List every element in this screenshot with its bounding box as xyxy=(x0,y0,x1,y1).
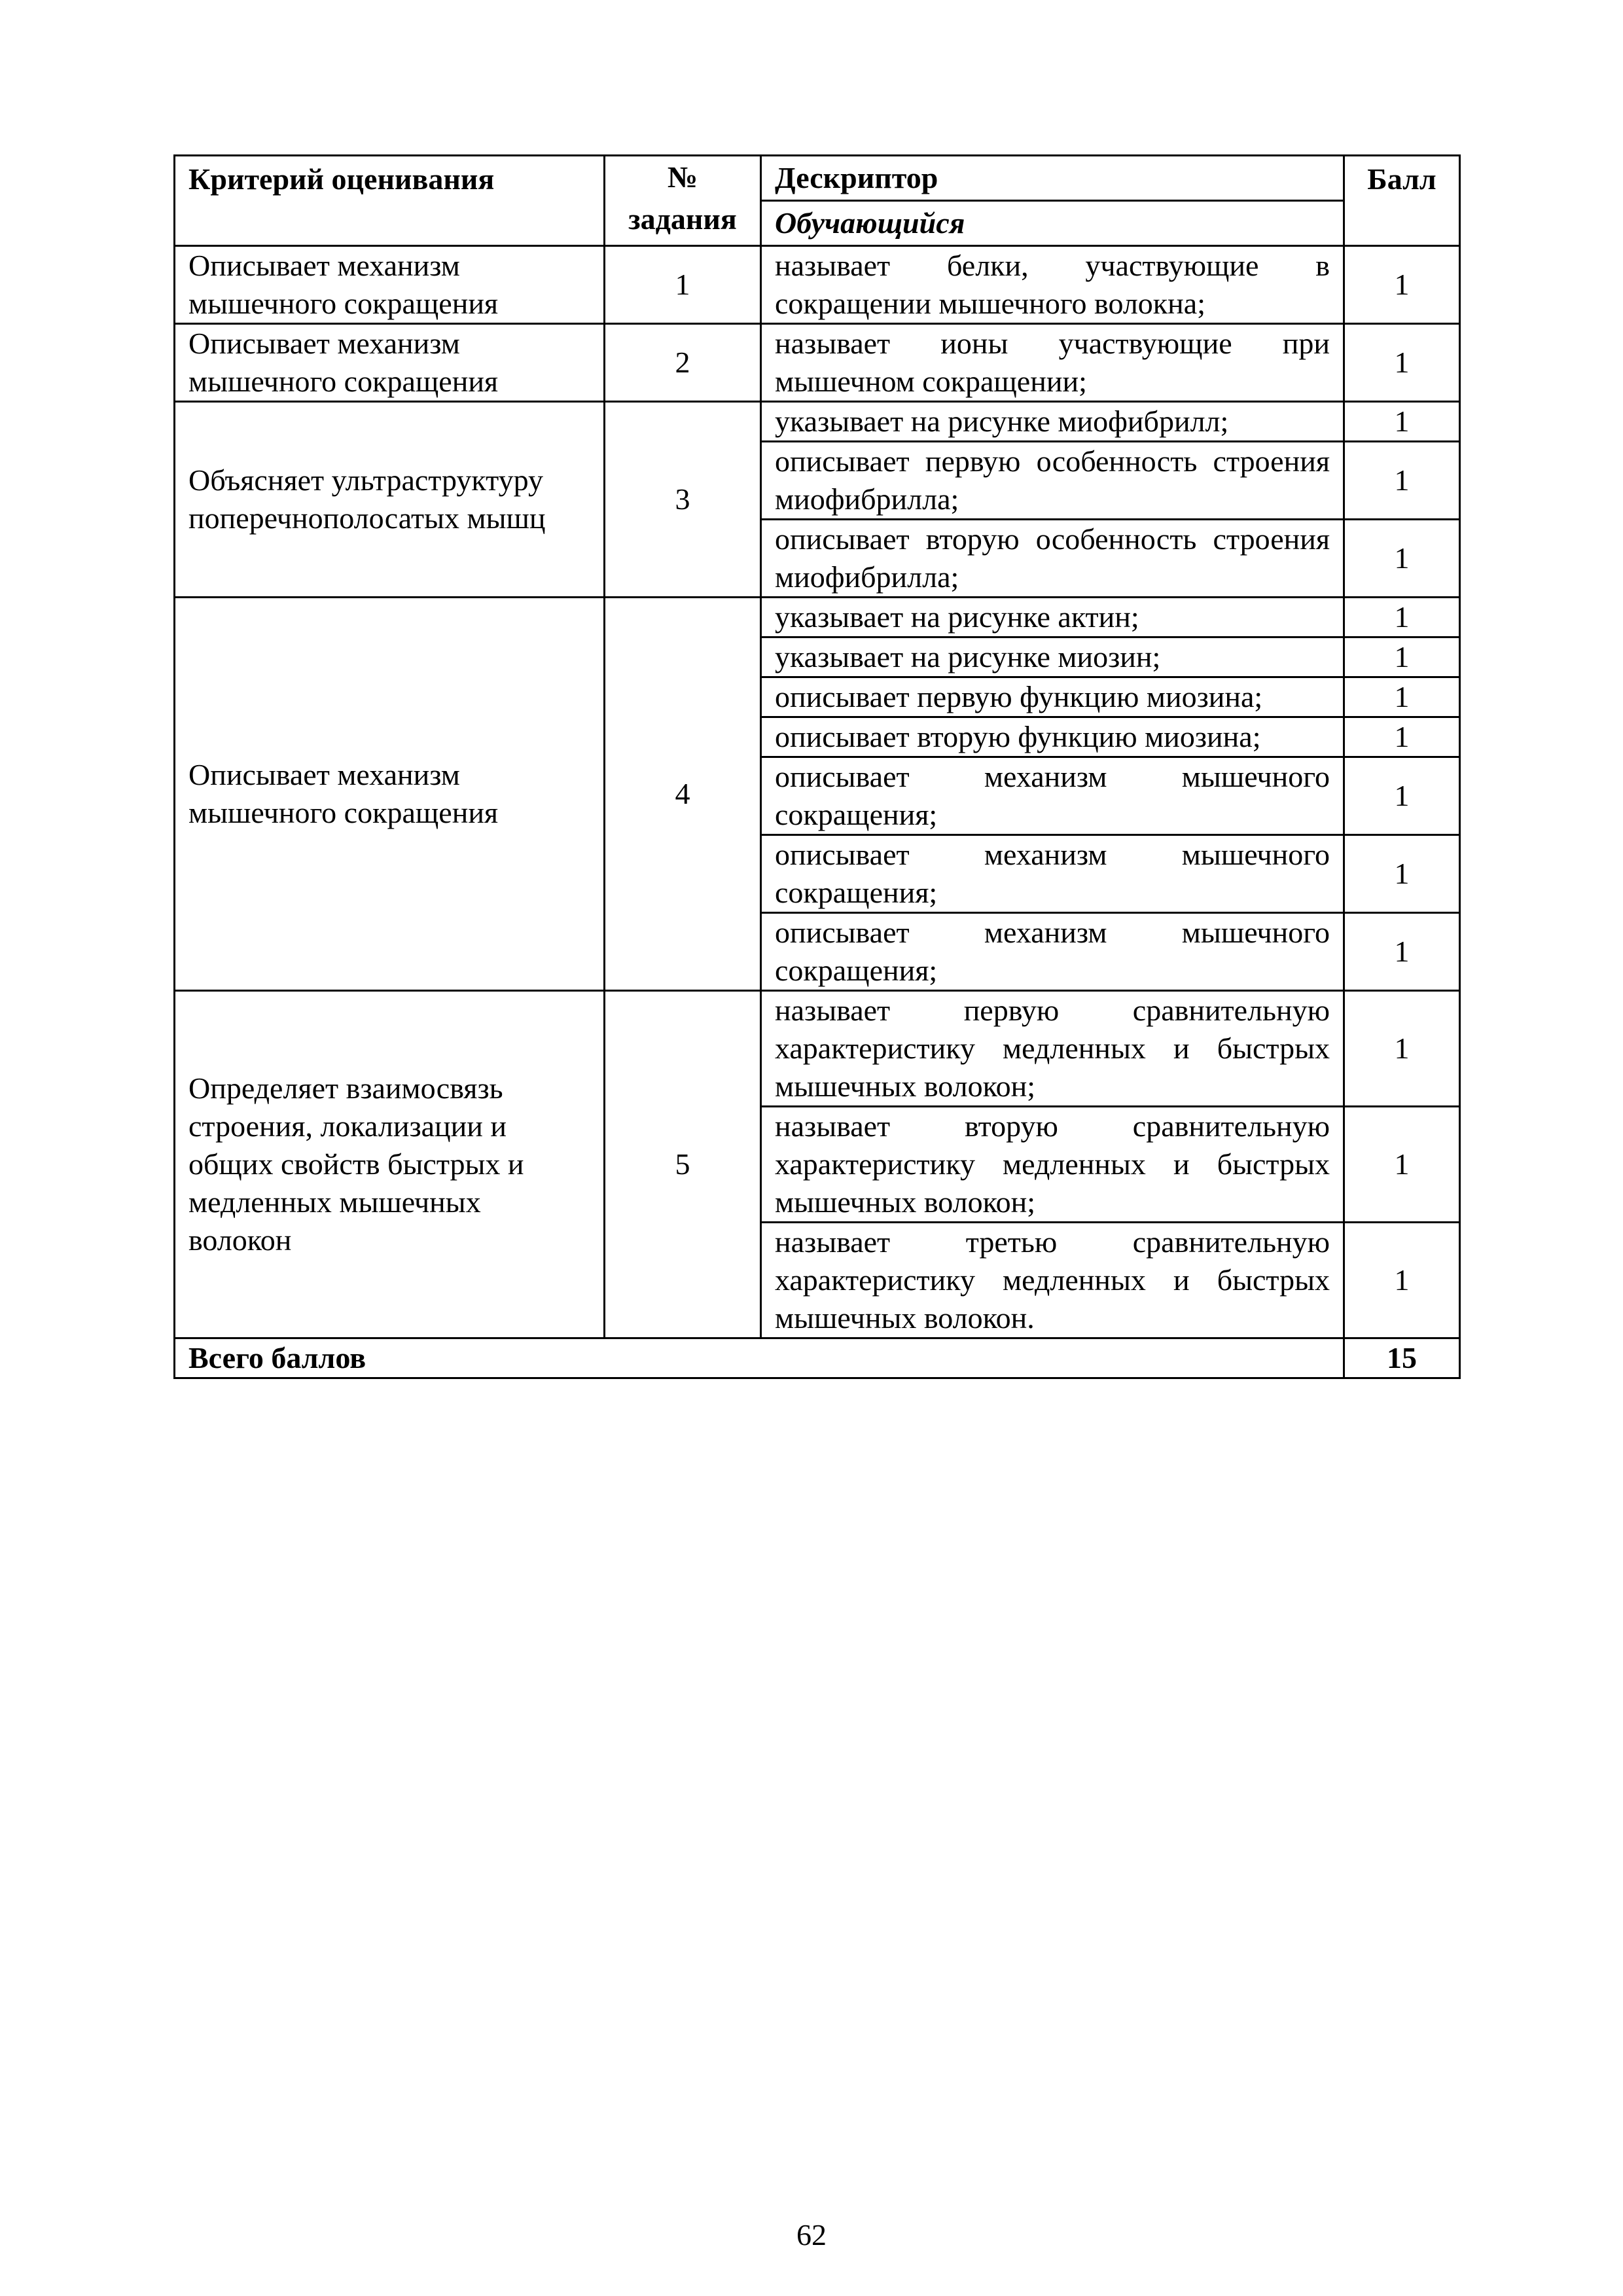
descriptor-cell: указывает на рисунке миофибрилл; xyxy=(761,402,1344,442)
descriptor-cell: называет вторую сравнительную характеристику медленных и быстрых мышечных волокон; xyxy=(761,1107,1344,1223)
score-cell: 1 xyxy=(1344,835,1460,913)
descriptor-cell: описывает механизм мышечного сокращения; xyxy=(761,757,1344,835)
task-number-cell: 5 xyxy=(605,991,761,1338)
descriptor-cell: называет ионы участвующие при мышечном сокращении; xyxy=(761,324,1344,402)
descriptor-cell: называет третью сравнительную характеристику медленных и быстрых мышечных волокон. xyxy=(761,1223,1344,1338)
score-cell: 1 xyxy=(1344,991,1460,1107)
criterion-cell: Описывает механизм мышечного сокращения xyxy=(175,246,605,324)
task-number-cell: 1 xyxy=(605,246,761,324)
criterion-cell: Определяет взаимосвязь строения, локализации и общих свойств быстрых и медленных мышечных волокон xyxy=(175,991,605,1338)
score-cell: 1 xyxy=(1344,677,1460,717)
score-cell: 1 xyxy=(1344,246,1460,324)
task-number-cell: 3 xyxy=(605,402,761,598)
score-cell: 1 xyxy=(1344,1107,1460,1223)
score-cell: 1 xyxy=(1344,402,1460,442)
total-label: Всего баллов xyxy=(175,1338,1344,1378)
score-cell: 1 xyxy=(1344,637,1460,677)
score-cell: 1 xyxy=(1344,442,1460,520)
descriptor-cell: описывает механизм мышечного сокращения; xyxy=(761,835,1344,913)
header-learner: Обучающийся xyxy=(761,201,1344,246)
descriptor-cell: описывает первую функцию миозина; xyxy=(761,677,1344,717)
score-cell: 1 xyxy=(1344,757,1460,835)
descriptor-cell: описывает вторую функцию миозина; xyxy=(761,717,1344,757)
total-row xyxy=(175,1338,1460,1378)
descriptor-cell: описывает механизм мышечного сокращения; xyxy=(761,913,1344,991)
score-cell: 1 xyxy=(1344,520,1460,598)
task-number-cell: 2 xyxy=(605,324,761,402)
descriptor-cell: указывает на рисунке миозин; xyxy=(761,637,1344,677)
header-score: Балл xyxy=(1344,156,1460,246)
assessment-rubric-table xyxy=(173,154,1461,1379)
table-row xyxy=(175,598,1460,637)
descriptor-cell: описывает вторую особенность строения миофибрилла; xyxy=(761,520,1344,598)
criterion-cell: Описывает механизм мышечного сокращения xyxy=(175,598,605,991)
header-descriptor: Дескриптор xyxy=(761,156,1344,201)
total-value: 15 xyxy=(1344,1338,1460,1378)
score-cell: 1 xyxy=(1344,717,1460,757)
header-row xyxy=(175,156,1460,201)
page-number: 62 xyxy=(796,2218,827,2251)
header-task-number: № задания xyxy=(605,156,761,246)
criterion-cell: Описывает механизм мышечного сокращения xyxy=(175,324,605,402)
descriptor-cell: называет первую сравнительную характеристику медленных и быстрых мышечных волокон; xyxy=(761,991,1344,1107)
table-row xyxy=(175,991,1460,1107)
descriptor-cell: описывает первую особенность строения миофибрилла; xyxy=(761,442,1344,520)
table-row xyxy=(175,324,1460,402)
score-cell: 1 xyxy=(1344,1223,1460,1338)
score-cell: 1 xyxy=(1344,913,1460,991)
header-criterion: Критерий оценивания xyxy=(175,156,605,246)
score-cell: 1 xyxy=(1344,598,1460,637)
table-row xyxy=(175,246,1460,324)
criterion-cell: Объясняет ультраструктуру поперечнополосатых мышц xyxy=(175,402,605,598)
descriptor-cell: указывает на рисунке актин; xyxy=(761,598,1344,637)
score-cell: 1 xyxy=(1344,324,1460,402)
descriptor-cell: называет белки, участвующие в сокращении мышечного волокна; xyxy=(761,246,1344,324)
task-number-cell: 4 xyxy=(605,598,761,991)
table-row xyxy=(175,402,1460,442)
